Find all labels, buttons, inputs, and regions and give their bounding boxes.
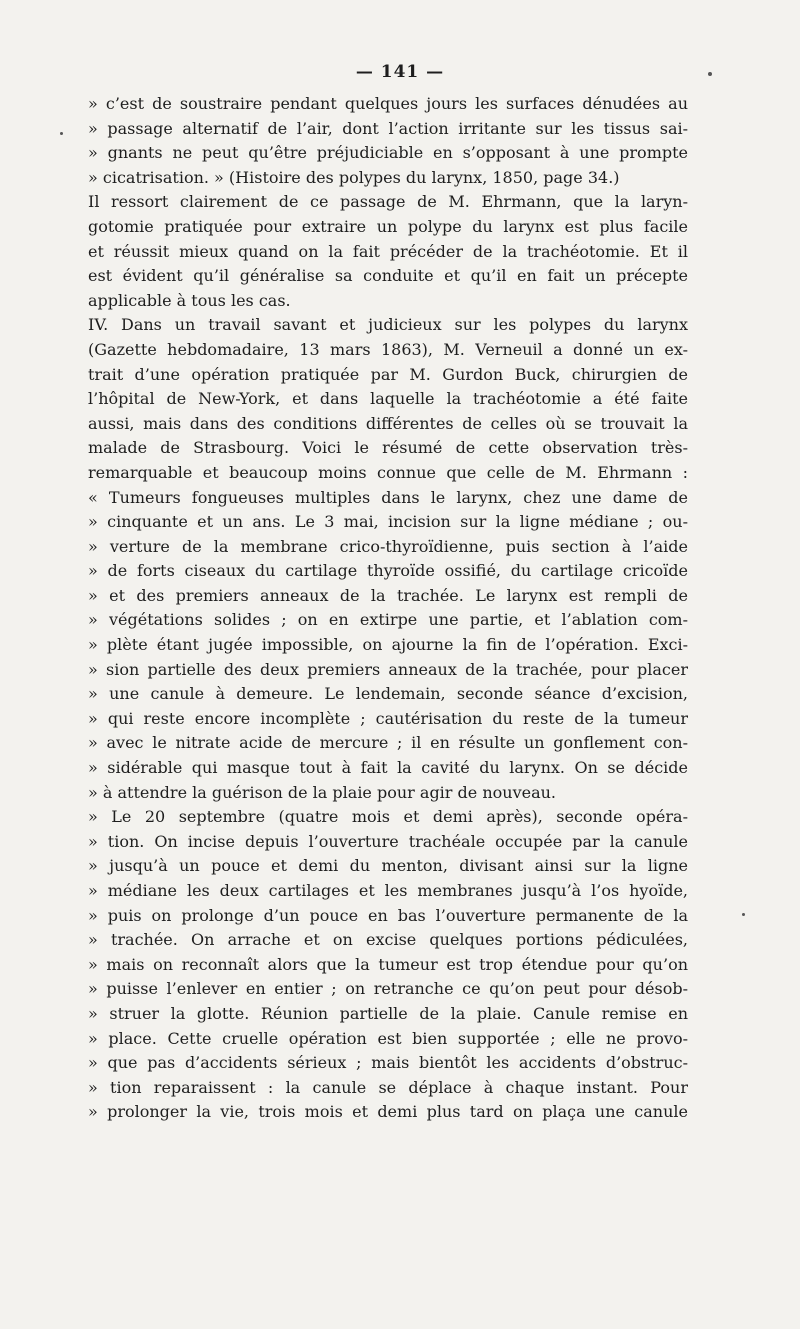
text-line: applicable à tous les cas. <box>88 290 291 310</box>
text-line: « Tumeurs fongueuses multiples dans le larynx, chez une dame de <box>88 487 688 507</box>
text-line: est évident qu’il généralise sa conduite et qu’il en fait un précepte <box>88 266 688 286</box>
text-line: IV. Dans un travail savant et judicieux sur les polypes du larynx <box>88 315 688 335</box>
text-line: » à attendre la guérison de la plaie pour agir de nouveau. <box>88 782 557 802</box>
text-line: » place. Cette cruelle opération est bien supportée ; elle ne provo- <box>88 1028 688 1048</box>
text-line: » c’est de soustraire pendant quelques jours les surfaces dénudées au <box>88 94 688 113</box>
text-line: » tion. On incise depuis l’ouverture trachéale occupée par la canule <box>88 831 688 851</box>
text-line: (Gazette hebdomadaire, 13 mars 1863), M. Verneuil a donné un ex- <box>88 339 688 359</box>
text-line: » avec le nitrate acide de mercure ; il en résulte un gonflement con- <box>88 733 688 753</box>
text-line: l’hôpital de New-York, et dans laquelle la trachéotomie a été faite <box>88 389 688 409</box>
text-line: » qui reste encore incomplète ; cautérisation du reste de la tumeur <box>88 708 688 728</box>
text-line: » mais on reconnaît alors que la tumeur est trop étendue pour qu’on <box>88 954 688 974</box>
text-line: » gnants ne peut qu’être préjudiciable en s’opposant à une prompte <box>88 143 688 163</box>
text-line: » prolonger la vie, trois mois et demi plus tard on plaça une canule <box>88 1102 688 1122</box>
page-number: — 141 — <box>355 62 445 82</box>
text-line: » sidérable qui masque tout à fait la cavité du larynx. On se décide <box>88 758 688 778</box>
text-line: gotomie pratiquée pour extraire un polype du larynx est plus facile <box>88 216 688 236</box>
text-line: » puisse l’enlever en entier ; on retranche ce qu’on peut pour désob- <box>88 979 688 999</box>
text-line: » végétations solides ; on en extirpe une partie, et l’ablation com- <box>88 610 688 630</box>
text-line: » plète étant jugée impossible, on ajourne la fin de l’opération. Exci- <box>88 635 688 655</box>
text-line: » tion reparaissent : la canule se déplace à chaque instant. Pour <box>88 1077 688 1097</box>
text-line: » de forts ciseaux du cartilage thyroïde ossifié, du cartilage cricoïde <box>88 561 688 581</box>
print-speck <box>742 913 745 916</box>
body-text <box>88 92 688 1125</box>
text-line: » verture de la membrane crico-thyroïdienne, puis section à l’aide <box>88 536 688 556</box>
text-line: et réussit mieux quand on la fait précéder de la trachéotomie. Et il <box>88 241 688 261</box>
text-line: » trachée. On arrache et on excise quelques portions pédiculées, <box>88 930 688 950</box>
text-line: » sion partielle des deux premiers anneaux de la trachée, pour placer <box>88 659 688 679</box>
text-line: » cicatrisation. » (Histoire des polypes du larynx, 1850, page 34.) <box>88 167 620 187</box>
text-line: » et des premiers anneaux de la trachée. Le larynx est rempli de <box>88 585 688 605</box>
text-line: » que pas d’accidents sérieux ; mais bientôt les accidents d’obstruc- <box>88 1053 688 1073</box>
text-line: » Le 20 septembre (quatre mois et demi après), seconde opéra- <box>88 807 688 827</box>
text-line: » une canule à demeure. Le lendemain, seconde séance d’excision, <box>88 684 688 704</box>
text-line: » puis on prolonge d’un pouce en bas l’ouverture permanente de la <box>88 905 688 925</box>
text-line: trait d’une opération pratiquée par M. Gurdon Buck, chirurgien de <box>88 364 688 384</box>
text-line: » jusqu’à un pouce et demi du menton, divisant ainsi sur la ligne <box>88 856 688 876</box>
text-line: malade de Strasbourg. Voici le résumé de cette observation très- <box>88 438 688 458</box>
text-line: aussi, mais dans des conditions différentes de celles où se trouvait la <box>88 413 688 433</box>
text-line: » passage alternatif de l’air, dont l’action irritante sur les tissus sai- <box>88 118 688 138</box>
text-line: Il ressort clairement de ce passage de M. Ehrmann, que la laryn- <box>88 192 688 212</box>
text-line: » cinquante et un ans. Le 3 mai, incision sur la ligne médiane ; ou- <box>88 512 688 532</box>
text-line: » médiane les deux cartilages et les membranes jusqu’à l’os hyoïde, <box>88 881 688 900</box>
text-line: » struer la glotte. Réunion partielle de la plaie. Canule remise en <box>88 1003 688 1023</box>
print-speck <box>708 72 712 76</box>
print-speck <box>60 132 63 135</box>
text-line: remarquable et beaucoup moins connue que celle de M. Ehrmann : <box>88 462 688 482</box>
